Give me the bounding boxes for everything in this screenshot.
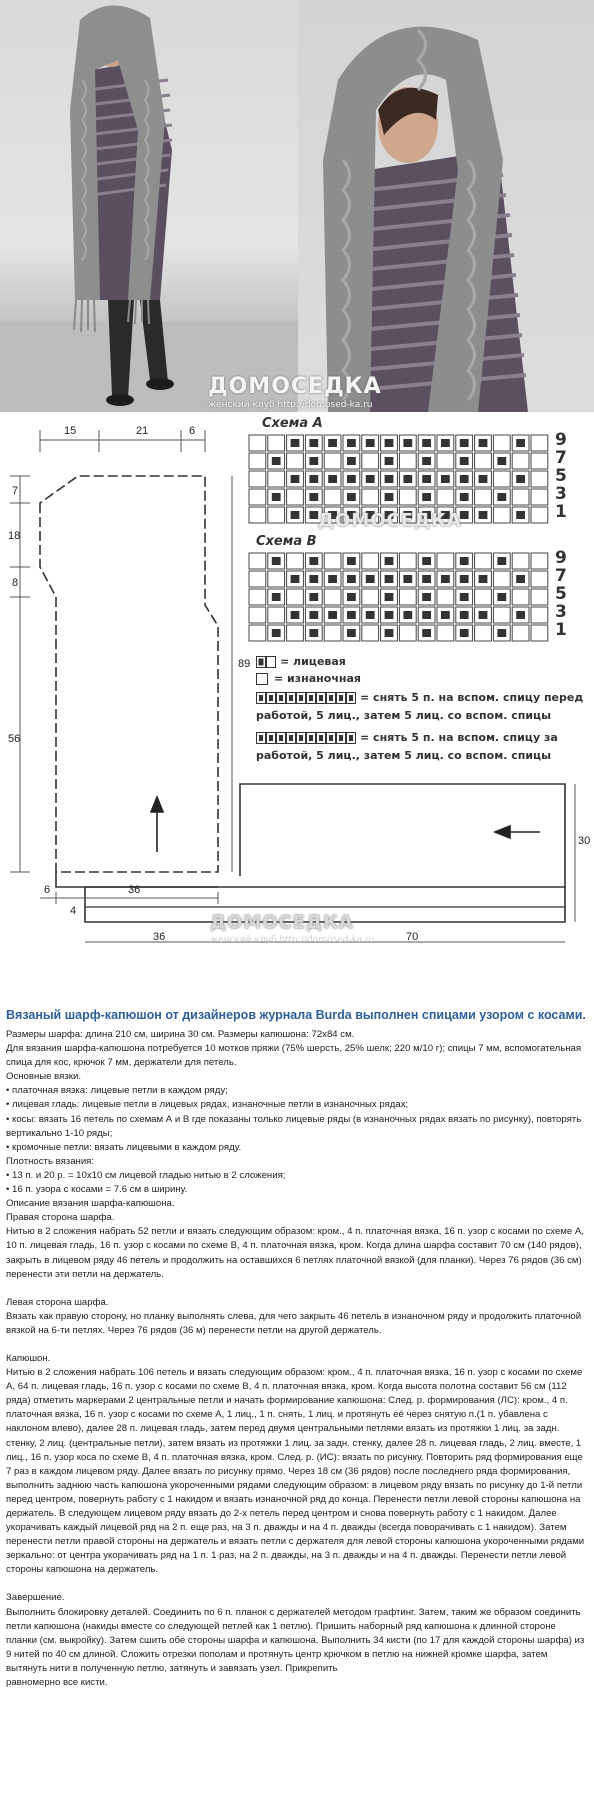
chart-cell (437, 589, 454, 605)
dim-right-89: 89 (238, 658, 251, 670)
knit-stitch-mark (460, 629, 469, 637)
chart-cell (287, 553, 304, 569)
knit-stitch-mark (479, 511, 488, 519)
scheme-b-row-1: 1 (555, 620, 567, 640)
knit-stitch-mark (403, 475, 412, 483)
legend-cable-stitch (339, 735, 343, 741)
knit-stitch-mark (385, 439, 394, 447)
dim-top-15: 15 (64, 425, 77, 437)
knit-stitch-mark (460, 575, 469, 583)
chart-cell (531, 625, 548, 641)
knit-stitch-mark (422, 575, 431, 583)
knit-stitch-mark (516, 511, 525, 519)
article-paragraph: Для вязания шарфа-капюшона потребуется 10 мотков пряжи (75% шерсть, 25% шелк; 220 м/10 г); спицы 7 мм, вспомогательная спица для кос, крючок 7 мм, держатели для петель. (6, 1043, 582, 1069)
knit-stitch-mark (422, 611, 431, 619)
scheme-b-chart (248, 552, 550, 644)
paragraph-spacer (6, 1338, 588, 1352)
article-paragraph: • кромочные петли: вязать лицевыми в каждом ряду. (6, 1141, 242, 1153)
knit-stitch-mark (309, 593, 318, 601)
chart-cell (249, 507, 266, 523)
knit-stitch-mark (272, 593, 281, 601)
chart-cell (493, 507, 510, 523)
knit-stitch-mark (366, 439, 375, 447)
chart-cell (362, 553, 379, 569)
chart-cell (287, 589, 304, 605)
legend-purl-symbol (256, 673, 268, 685)
article-paragraph: Основные вязки. (6, 1071, 81, 1083)
legend-cable-stitch (259, 695, 263, 701)
knit-stitch-mark (291, 575, 300, 583)
chart-cell (437, 489, 454, 505)
chart-cell (249, 453, 266, 469)
legend-cable-stitch (259, 735, 263, 741)
chart-cell (531, 435, 548, 451)
legend-cable-stitch (269, 695, 273, 701)
knit-stitch-mark (403, 439, 412, 447)
scheme-b-row-7: 7 (555, 566, 567, 586)
chart-cell (249, 435, 266, 451)
article-paragraph: Правая сторона шарфа. (6, 1212, 115, 1224)
legend-cable-stitch (289, 735, 293, 741)
photo-strip (0, 0, 594, 412)
dim-left-7: 7 (12, 485, 19, 497)
scheme-b-row-9: 9 (555, 548, 567, 568)
article (6, 1007, 588, 1690)
knit-stitch-mark (460, 439, 469, 447)
knit-stitch-mark (479, 575, 488, 583)
chart-cell (268, 607, 285, 623)
legend-cable-front-symbol (256, 692, 358, 704)
knit-stitch-mark (460, 557, 469, 565)
legend-cable-stitch (299, 695, 303, 701)
chart-cell (512, 589, 529, 605)
knit-stitch-mark (479, 611, 488, 619)
dim-bottom-6: 6 (44, 884, 51, 896)
article-paragraph: Выполнить блокировку деталей. Соединить по 6 п. планок с держателей методом графтинг. Затем, таким же образом соединить петли капюшона (накиды вместе со следующей петлей как 1 петлю). Пришить наборный ряд капюшона к длинной стороне планки (см. выкройку). Затем сшить обе стороны шарфа и капюшона. Выполнить 34 кисти (по 17 для каждой стороны шарфа) из 9 нитей по 40 см длиной. Сложить отрезки пополам и протянуть центр крючком в петлю на нижней кромке шарфа, затем вытянуть нити в полученную петлю, затянуть и завязать узел. Прикрепить (6, 1606, 585, 1674)
knit-stitch-mark (309, 439, 318, 447)
knit-stitch-mark (328, 611, 337, 619)
chart-cell (475, 553, 492, 569)
knit-stitch-mark (403, 575, 412, 583)
watermark-brand: ДОМОСЕДКА (208, 374, 382, 399)
dim-left-8: 8 (12, 577, 19, 589)
knit-stitch-mark (460, 457, 469, 465)
chart-cell (249, 471, 266, 487)
diagram-watermark-brand: ДОМОСЕДКА (318, 510, 462, 531)
article-paragraph: Левая сторона шарфа. (6, 1296, 109, 1308)
knit-stitch-mark (516, 475, 525, 483)
dim-strip-70: 70 (406, 931, 419, 943)
dim-bottom-4: 4 (70, 905, 77, 917)
article-paragraph: • лицевая гладь: лицевые петли в лицевых рядах, изнаночные петли в изнаночных рядах; (6, 1099, 409, 1111)
chart-cell (493, 607, 510, 623)
model-photo-closeup (298, 0, 594, 412)
chart-cell (249, 607, 266, 623)
chart-cell (268, 507, 285, 523)
knit-stitch-mark (441, 611, 450, 619)
model-photo-full-length (0, 0, 298, 412)
chart-cell (362, 453, 379, 469)
chart-cell (475, 589, 492, 605)
diagram-watermark-tagline: женский клуб http://domosed-ka.ru (210, 935, 375, 945)
legend-knit-symbol (256, 656, 276, 668)
chart-cell (531, 607, 548, 623)
chart-cell (399, 489, 416, 505)
knit-stitch-mark (347, 575, 356, 583)
knit-stitch-mark (385, 629, 394, 637)
chart-cell (399, 553, 416, 569)
scheme-a-row-3: 3 (555, 484, 567, 504)
knit-stitch-mark (460, 493, 469, 501)
chart-cell (512, 553, 529, 569)
knit-stitch-mark (385, 557, 394, 565)
knit-stitch-mark (347, 557, 356, 565)
knit-stitch-mark (385, 593, 394, 601)
knit-stitch-mark (309, 629, 318, 637)
knit-stitch-mark (497, 457, 506, 465)
dim-top-21: 21 (136, 425, 149, 437)
legend-cable-front-line1: = снять 5 п. на вспом. спицу перед (360, 691, 584, 704)
diagram-watermark-brand-bottom: ДОМОСЕДКА (210, 912, 354, 933)
chart-cell (324, 453, 341, 469)
knit-stitch-mark (291, 511, 300, 519)
knit-stitch-mark (422, 629, 431, 637)
model-illustration-left (0, 0, 298, 412)
paragraph-spacer (6, 1282, 588, 1296)
article-paragraph: • косы: вязать 16 петель по схемам А и В где показаны только лицевые ряды (в изнаночных рядах вязать по рисунку), повторять вертикально 1-10 ряды; (6, 1113, 582, 1139)
knit-stitch-mark (347, 439, 356, 447)
chart-cell (531, 471, 548, 487)
scheme-b-title: Схема В (256, 534, 317, 549)
article-paragraph: Капюшон. (6, 1352, 51, 1364)
legend-cable-stitch (329, 695, 333, 701)
chart-cell (493, 571, 510, 587)
article-body (6, 1028, 588, 1690)
scheme-a-row-5: 5 (555, 466, 567, 486)
chart-cell (324, 489, 341, 505)
chart-cell (249, 625, 266, 641)
knit-stitch-mark (497, 593, 506, 601)
dim-bottom-36b: 36 (153, 931, 166, 943)
knit-stitch-mark (347, 629, 356, 637)
knit-stitch-mark (309, 475, 318, 483)
article-title: Вязаный шарф-капюшон от дизайнеров журнала Burda выполнен спицами узором с косами. (6, 1008, 586, 1022)
legend-cable-back-line2: работой, 5 лиц., затем 5 лиц. со вспом. спицы (256, 749, 552, 762)
legend-cable-stitch (329, 735, 333, 741)
article-paragraph: Размеры шарфа: длина 210 см, ширина 30 см. Размеры капюшона: 72х84 см. (6, 1029, 355, 1040)
chart-cell (437, 625, 454, 641)
knit-stitch-mark (460, 475, 469, 483)
knit-stitch-mark (272, 629, 281, 637)
knit-stitch-mark (441, 439, 450, 447)
chart-cell (268, 471, 285, 487)
chart-cell (475, 489, 492, 505)
scheme-a-row-9: 9 (555, 430, 567, 450)
knit-stitch-mark (328, 575, 337, 583)
scheme-a-row-1: 1 (555, 502, 567, 522)
chart-cell (399, 453, 416, 469)
chart-cell (324, 625, 341, 641)
knit-stitch-mark (497, 557, 506, 565)
scheme-a-row-7: 7 (555, 448, 567, 468)
knit-stitch-mark (291, 439, 300, 447)
chart-cell (512, 625, 529, 641)
knit-stitch-mark (385, 493, 394, 501)
article-paragraph: Завершение. (6, 1592, 65, 1604)
knit-stitch-mark (385, 457, 394, 465)
legend-cable-front-line2: работой, 5 лиц., затем 5 лиц. со вспом. спицы (256, 709, 552, 722)
legend-cable-stitch (279, 695, 283, 701)
chart-cell (512, 453, 529, 469)
chart-cell (493, 471, 510, 487)
scheme-b-row-3: 3 (555, 602, 567, 622)
article-paragraph: • 16 п. узора с косами = 7.6 см в ширину. (6, 1184, 188, 1196)
model-illustration-right (298, 0, 594, 412)
chart-cell (531, 589, 548, 605)
scheme-b-row-5: 5 (555, 584, 567, 604)
knit-stitch-mark (347, 593, 356, 601)
knit-stitch-mark (328, 475, 337, 483)
article-paragraph: Нитью в 2 сложения набрать 106 петель и вязать следующим образом: кром., 4 п. платочная вязка, 16 п. узор с косами по схеме А, 64 п. лицевая гладь, 16 п. узор с косами по схеме В, 4 п. платочная вязка, кром. Когда высота полотна составит 56 см (112 ряда) отметить маркерами 2 центральные петли и начать формирование капюшона: След. р. формирования (ЛС): кром., 4 п. платочная вязка, 16 п. узор с косами по схеме А, 1 лиц., 1 п. снять, 1 лиц. и протянуть её через снятую п.(1 п. убавлена с наклоном влево), далее 28 п. лицевая гладь, затем перед двумя центральными петлями вязать из протяжки 1 лиц. за задн. стенку, 2 лиц. (центральные петли), затем вязать из протяжки 1 лиц. за задн. стенку, далее 28 п. лицевая гладь, 2 лиц. вместе, 1 лиц., 16 п. узор коса по схеме В, 4 п. платочная вязка, кром. След. р. (ИС): вязать по рисунку. Повторить ряд формирования еще 7 раз в каждом лицевом ряду. Далее вязать по рисунку прямо. Через 18 см (36 рядов) после последнего ряда формирования, выполнить заднюю часть капюшона укороченными рядами следующим образом: в лицевом ряду вязать по рисунку до 1-й петли перед центром, повернуть работу с 1 накидом и вязать изнаночной ряд до конца. Перенести петли левой стороны капюшона на держатель. В следующем лицевом ряду вязать до 2-х петель перед центром и снова повернуть работу с 1 накидом. Далее укорачивать каждый лицевой ряд на 2 п. еще раз, на 3 п. дважды и на 4 п. дважды (всегда поворачивать с 1 накидом). Затем перенести петли правой стороны на держатель и вязать петли с держателя для левой стороны капюшона укороченными рядами зеркально: от центра укорачивать ряд на 1 п. 1 раз, на 2 п. дважды, на 3 п. дважды и на 4 п. дважды. Перенести петли левой стороны капюшона на держатель. (6, 1367, 585, 1576)
knit-stitch-mark (347, 493, 356, 501)
chart-cell (512, 489, 529, 505)
legend-cable-stitch (349, 735, 353, 741)
chart-cell (399, 589, 416, 605)
knit-stitch-mark (422, 439, 431, 447)
legend-cable-stitch (289, 695, 293, 701)
chart-cell (437, 453, 454, 469)
dim-top-6: 6 (189, 425, 196, 437)
dim-bottom-36a: 36 (128, 884, 141, 896)
article-paragraph: равномерно все кисти. (6, 1677, 108, 1689)
legend-cable-stitch (309, 695, 313, 701)
article-paragraph: Вязать как правую сторону, но планку выполнять слева, для чего закрыть 46 петель в изнаночном ряду и продолжить платочной вязкой на 6-ти петлях. Через 76 рядов (36 м) перенести петли на другой держатель. (6, 1310, 582, 1336)
chart-cell (287, 625, 304, 641)
chart-cell (287, 489, 304, 505)
legend-cable-stitch (339, 695, 343, 701)
knit-stitch-mark (309, 511, 318, 519)
legend-knit: = лицевая (280, 655, 346, 668)
chart-cell (362, 625, 379, 641)
chart-cell (399, 625, 416, 641)
chart-cell (531, 489, 548, 505)
knit-stitch-mark (291, 611, 300, 619)
chart-cell (531, 453, 548, 469)
knit-stitch-mark (366, 575, 375, 583)
dim-left-56: 56 (8, 733, 21, 745)
dim-left-18: 18 (8, 530, 21, 542)
pattern-scheme-section (0, 412, 594, 972)
scarf-outline-dashed (40, 476, 218, 872)
chart-cell (287, 453, 304, 469)
article-paragraph: • 13 п. и 20 р. = 10х10 см лицевой гладью нитью в 2 сложения; (6, 1169, 286, 1181)
watermark-tagline: женский клуб http://domosed-ka.ru (208, 400, 373, 410)
chart-cell (531, 507, 548, 523)
chart-cell (324, 589, 341, 605)
knit-stitch-mark (309, 575, 318, 583)
legend-cable-back-line1: = снять 5 п. на вспом. спицу за (360, 731, 558, 744)
paragraph-spacer (6, 1577, 588, 1591)
chart-cell (324, 553, 341, 569)
chart-cell (493, 435, 510, 451)
chart-cell (362, 489, 379, 505)
chart-cell (249, 553, 266, 569)
knit-stitch-mark (347, 457, 356, 465)
knit-stitch-mark (309, 457, 318, 465)
knit-stitch-mark (497, 493, 506, 501)
knit-stitch-mark (347, 611, 356, 619)
article-paragraph: Плотность вязания: (6, 1155, 95, 1167)
knit-stitch-mark (272, 457, 281, 465)
knit-stitch-mark (422, 493, 431, 501)
knit-stitch-mark (385, 475, 394, 483)
legend-cable-stitch (309, 735, 313, 741)
knit-stitch-mark (460, 593, 469, 601)
chart-cell (362, 589, 379, 605)
chart-cell (249, 589, 266, 605)
article-paragraph: Нитью в 2 сложения набрать 52 петли и вязать следующим образом: кром., 4 п. платочная вязка, 16 п. узор с косами по схеме А, 10 п. лицевая гладь, 16 п. узор с косами по схеме В, 4 п. платочная вязка, кром. Когда длина шарфа составит 70 см (140 рядов), закрыть в лицевом ряду 46 петель и продолжить на оставшихся 6 петлях платочной вязкой (для планки). Через 76 рядов (36 см) перенести эти петли на держатель. (6, 1226, 584, 1280)
chart-cell (475, 625, 492, 641)
knit-stitch-mark (497, 629, 506, 637)
knit-stitch-mark (441, 475, 450, 483)
knit-stitch-mark (403, 611, 412, 619)
chart-cell (249, 489, 266, 505)
legend-cable-back-symbol (256, 732, 358, 744)
legend-cable-stitch (349, 695, 353, 701)
legend-cable-stitch (269, 735, 273, 741)
chart-cell (437, 553, 454, 569)
chart-cell (475, 453, 492, 469)
knit-stitch-mark (385, 575, 394, 583)
knit-stitch-mark (272, 557, 281, 565)
knit-stitch-mark (309, 493, 318, 501)
knit-stitch-mark (366, 475, 375, 483)
knit-stitch-mark (309, 557, 318, 565)
knit-stitch-mark (479, 475, 488, 483)
article-paragraph: Описание вязания шарфа-капюшона. (6, 1198, 175, 1210)
knit-stitch-mark (422, 593, 431, 601)
legend-cable-stitch (319, 695, 323, 701)
chart-cell (531, 571, 548, 587)
article-paragraph: • платочная вязка: лицевые петли в каждом ряду; (6, 1085, 228, 1097)
scheme-a-title: Схема А (262, 416, 323, 431)
chart-cell (531, 553, 548, 569)
knit-stitch-mark (291, 475, 300, 483)
knit-stitch-mark (328, 439, 337, 447)
legend-purl: = изнаночная (274, 672, 361, 685)
knit-stitch-mark (441, 575, 450, 583)
chart-cell (268, 435, 285, 451)
legend-cable-stitch (319, 735, 323, 741)
knit-stitch-mark (385, 611, 394, 619)
legend-cable-stitch (299, 735, 303, 741)
knit-stitch-mark (309, 611, 318, 619)
knit-stitch-mark (516, 611, 525, 619)
knit-stitch-mark (347, 475, 356, 483)
knit-stitch-mark (460, 611, 469, 619)
knit-stitch-mark (516, 575, 525, 583)
knit-stitch-mark (272, 493, 281, 501)
knit-stitch-mark (422, 557, 431, 565)
knit-stitch-mark (516, 439, 525, 447)
chart-cell (268, 571, 285, 587)
knit-stitch-mark (366, 611, 375, 619)
knit-stitch-mark (422, 457, 431, 465)
knit-stitch-mark (479, 439, 488, 447)
chart-cell (249, 571, 266, 587)
legend-cable-stitch (279, 735, 283, 741)
knit-stitch-mark (422, 475, 431, 483)
dim-strip-30: 30 (578, 835, 591, 847)
